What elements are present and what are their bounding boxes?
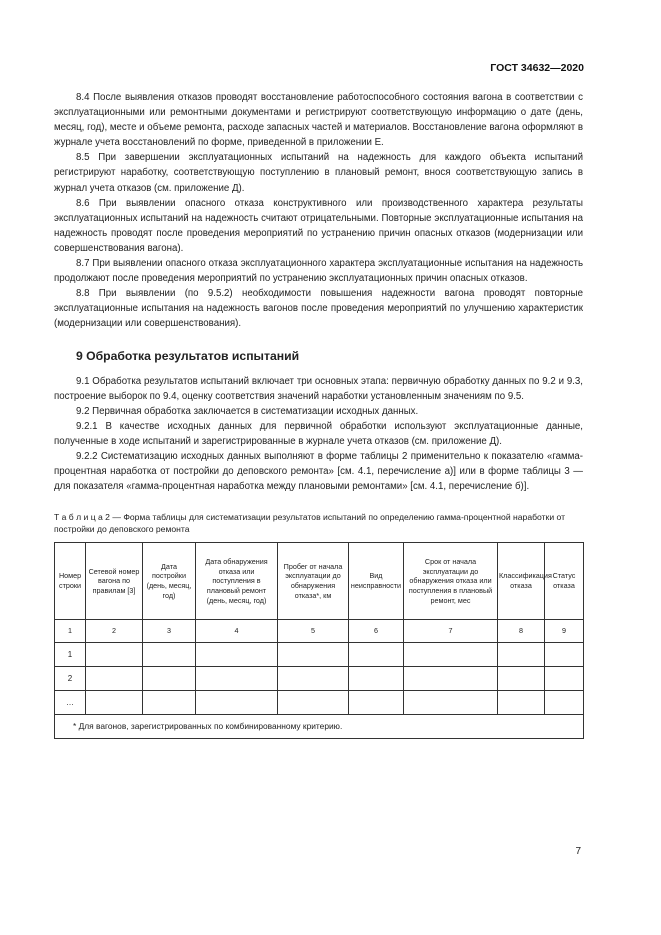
header-cell: Классификация отказа: [498, 543, 545, 620]
table-row: [55, 643, 584, 667]
table-caption: Т а б л и ц а 2 — Форма таблицы для систематизации результатов испытаний по определению гамма-процентной наработки от постройки до деповского ремонта: [54, 512, 566, 535]
column-number: 8: [498, 620, 545, 643]
header-cell: Дата обнаружения отказа или поступления в плановый ремонт (день, месяц, год): [196, 543, 278, 620]
table-cell: [349, 667, 404, 691]
table-cell: [196, 667, 278, 691]
table-cell: [498, 691, 545, 715]
column-number: 3: [143, 620, 196, 643]
table-cell: [278, 643, 349, 667]
table-cell: [545, 691, 584, 715]
table-cell: [404, 643, 498, 667]
table-cell: [278, 667, 349, 691]
table-cell: [498, 667, 545, 691]
column-number: 4: [196, 620, 278, 643]
table-cell: [404, 691, 498, 715]
table-cell: [349, 691, 404, 715]
row-number: …: [55, 691, 86, 715]
row-number: 1: [55, 643, 86, 667]
table-cell: [86, 667, 143, 691]
paragraph-9-2-1: 9.2.1 В качестве исходных данных для первичной обработки используют эксплуатационные данные, полученные в ходе испытаний и зарегистрированные в журнале учета отказов (см. приложение Д).: [54, 420, 583, 447]
header-cell: Пробег от начала эксплуатации до обнаружения отказа*, км: [278, 543, 349, 620]
table-cell: [278, 691, 349, 715]
table-footnote: * Для вагонов, зарегистрированных по комбинированному критерию.: [55, 715, 584, 739]
document-code: ГОСТ 34632—2020: [490, 62, 584, 74]
section-heading: 9 Обработка результатов испытаний: [76, 348, 300, 363]
table-cell: [545, 667, 584, 691]
results-table: [54, 542, 584, 739]
page-number: 7: [575, 846, 581, 857]
table-header-row: [55, 543, 584, 620]
table-row: [55, 691, 584, 715]
header-cell: Сетевой номер вагона по правилам [3]: [86, 543, 143, 620]
paragraph-8-6: 8.6 При выявлении опасного отказа конструктивного или производственного характера результаты эксплуатационных испытаний на надежность считают отрицательными. Повторные эксплуатационные испытания на надежность проводят после проведения мероприятий по устранению причин опасных отказов (модернизации или совершенствования вагона).: [54, 197, 583, 254]
table-cell: [498, 643, 545, 667]
table-cell: [196, 691, 278, 715]
column-number: 1: [55, 620, 86, 643]
table-note-row: [55, 715, 584, 739]
header-cell: Срок от начала эксплуатации до обнаружения отказа или поступления в плановый ремонт, мес: [404, 543, 498, 620]
column-number: 2: [86, 620, 143, 643]
table-row: [55, 667, 584, 691]
column-number: 5: [278, 620, 349, 643]
paragraph-8-4: 8.4 После выявления отказов проводят восстановление работоспособного состояния вагона в соответствии с эксплуатационными или ремонтными документами и регистрируют соответствующую информацию о дате (день, месяц, год), месте и объеме ремонта, расходе запасных частей и материалов. Восстановление вагона оформляют в журнале учета восстановлений по форме, приведенной в приложении Е.: [54, 92, 583, 149]
table-cell: [404, 667, 498, 691]
header-cell: Номер строки: [55, 543, 86, 620]
column-number-row: [55, 620, 584, 643]
column-number: 9: [545, 620, 584, 643]
table-cell: [86, 643, 143, 667]
table-cell: [349, 643, 404, 667]
table-cell: [143, 691, 196, 715]
table-cell: [143, 667, 196, 691]
table-cell: [143, 643, 196, 667]
header-cell: Вид неисправности: [349, 543, 404, 620]
paragraph-8-7: 8.7 При выявлении опасного отказа эксплуатационного характера эксплуатационные испытания на надежность продолжают после проведения мероприятий по устранению эксплуатационных причин опасных отказов.: [54, 258, 583, 285]
row-number: 2: [55, 667, 86, 691]
table-cell: [545, 643, 584, 667]
paragraph-9-1: 9.1 Обработка результатов испытаний включает три основных этапа: первичную обработку данных по 9.2 и 9.3, построение выборок по 9.4, оценку соответствия значений наработки установленным значениям по 9.5.: [54, 375, 583, 402]
paragraph-9-2-2: 9.2.2 Систематизацию исходных данных выполняют в форме таблицы 2 применительно к показателю «гамма-процентная наработка от постройки до деповского ремонта» [см. 4.1, перечисление а)] или в форме таблицы 3 — для показателя «гамма-процентная наработка между плановыми ремонтами» [см. 4.1, перечисление б)].: [54, 450, 583, 493]
header-cell: Статус отказа: [545, 543, 584, 620]
column-number: 6: [349, 620, 404, 643]
paragraph-9-2: 9.2 Первичная обработка заключается в систематизации исходных данных.: [76, 405, 419, 417]
column-number: 7: [404, 620, 498, 643]
table-cell: [196, 643, 278, 667]
paragraph-8-8: 8.8 При выявлении (по 9.5.2) необходимости повышения надежности вагона проводят повторные эксплуатационные испытания на надежность вагонов после проведения мероприятий по улучшению характеристик (модернизации или совершенствования).: [54, 288, 583, 330]
table-cell: [86, 691, 143, 715]
paragraph-8-5: 8.5 При завершении эксплуатационных испытаний на надежность для каждого объекта испытаний регистрируют наработку, соответствующую поступлению в плановый ремонт, внося соответствующую запись в журнал учета отказов (см. приложение Д).: [54, 152, 583, 194]
header-cell: Дата постройки (день, месяц, год): [143, 543, 196, 620]
page-body: [54, 90, 583, 739]
